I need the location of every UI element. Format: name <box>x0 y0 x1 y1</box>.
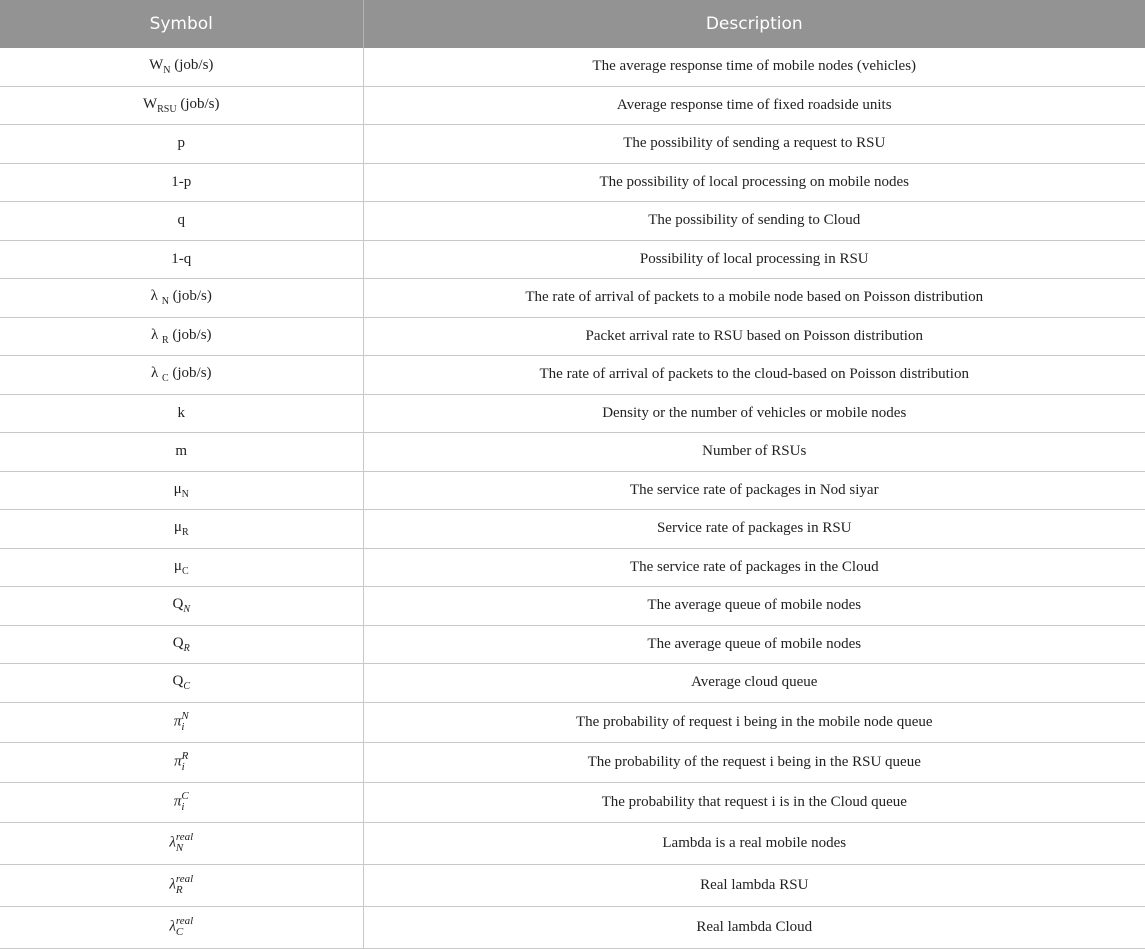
table-row <box>0 510 1145 549</box>
symbol-part: W <box>149 57 164 74</box>
symbol-part: k <box>177 404 185 421</box>
subscript: i <box>181 801 185 813</box>
symbol-part: N <box>183 604 190 616</box>
subscript: C <box>175 926 184 938</box>
symbol-part: C <box>161 373 169 385</box>
symbol-cell <box>0 202 363 241</box>
table-row <box>0 125 1145 164</box>
table-row <box>0 202 1145 241</box>
description-cell: The probability of the request i being in the RSU queue <box>363 742 1145 782</box>
sup-sub-stack <box>182 751 189 773</box>
symbol-cell <box>0 702 363 742</box>
sup-sub-stack <box>181 711 188 733</box>
table-row <box>0 471 1145 510</box>
header-symbol: Symbol <box>0 0 363 48</box>
description-cell: The rate of arrival of packets to a mobile node based on Poisson distribution <box>363 279 1145 318</box>
symbol-cell <box>0 510 363 549</box>
symbol-cell <box>0 279 363 318</box>
symbol-part: N <box>181 488 189 500</box>
symbol-part: (job/s) <box>176 95 220 112</box>
table-row <box>0 906 1145 948</box>
description-cell: The possibility of local processing on mobile nodes <box>363 163 1145 202</box>
table-row <box>0 240 1145 279</box>
description-cell: The possibility of sending a request to RSU <box>363 125 1145 164</box>
symbol-part: π <box>173 713 182 730</box>
subscript: i <box>181 761 185 773</box>
description-cell: The possibility of sending to Cloud <box>363 202 1145 241</box>
symbol-cell <box>0 394 363 433</box>
symbol-part: m <box>175 443 188 460</box>
symbol-cell <box>0 86 363 125</box>
sup-sub-stack <box>181 791 188 813</box>
symbol-part: N <box>161 296 169 308</box>
symbol-part: λ <box>169 918 176 935</box>
table-row <box>0 163 1145 202</box>
table-row <box>0 433 1145 472</box>
symbol-cell <box>0 742 363 782</box>
symbol-cell <box>0 782 363 822</box>
description-cell: Packet arrival rate to RSU based on Poisson distribution <box>363 317 1145 356</box>
description-cell: Average cloud queue <box>363 664 1145 703</box>
symbol-part: 1-p <box>171 173 192 190</box>
symbol-part: R <box>181 527 189 539</box>
description-cell: Real lambda RSU <box>363 864 1145 906</box>
symbol-cell <box>0 471 363 510</box>
symbol-part: (job/s) <box>168 288 212 305</box>
symbol-part: 1-q <box>171 250 192 267</box>
symbol-part: p <box>177 135 185 152</box>
symbol-cell <box>0 822 363 864</box>
symbol-part: μ <box>173 519 182 536</box>
table-row <box>0 48 1145 86</box>
symbol-part: R <box>161 334 169 346</box>
superscript: real <box>175 873 194 885</box>
header-description: Description <box>363 0 1145 48</box>
description-cell: Density or the number of vehicles or mobile nodes <box>363 394 1145 433</box>
description-cell: The average queue of mobile nodes <box>363 625 1145 664</box>
symbol-part: C <box>183 681 190 693</box>
symbol-cell <box>0 125 363 164</box>
symbol-part: μ <box>173 557 182 574</box>
superscript: R <box>181 750 189 762</box>
table-row <box>0 864 1145 906</box>
symbol-cell <box>0 356 363 395</box>
table-row <box>0 742 1145 782</box>
symbol-part: π <box>173 793 182 810</box>
symbol-part: W <box>142 95 158 112</box>
table-row <box>0 822 1145 864</box>
superscript: N <box>181 710 189 722</box>
sup-sub-stack <box>176 874 193 896</box>
description-cell: The average queue of mobile nodes <box>363 587 1145 626</box>
subscript: N <box>175 842 184 854</box>
superscript: real <box>175 831 194 843</box>
table-row <box>0 702 1145 742</box>
description-cell: The average response time of mobile nodes (vehicles) <box>363 48 1145 86</box>
symbol-part: Q <box>172 634 184 651</box>
symbol-cell <box>0 587 363 626</box>
table-row <box>0 356 1145 395</box>
subscript: i <box>181 721 185 733</box>
symbol-part: λ <box>169 876 176 893</box>
symbol-cell <box>0 240 363 279</box>
symbol-part: R <box>183 642 190 654</box>
symbol-part: λ <box>150 365 162 382</box>
symbol-part: (job/s) <box>168 365 212 382</box>
table-row <box>0 782 1145 822</box>
symbol-part: λ <box>150 326 162 343</box>
description-cell: Average response time of fixed roadside units <box>363 86 1145 125</box>
description-cell: Possibility of local processing in RSU <box>363 240 1145 279</box>
symbol-cell <box>0 163 363 202</box>
description-cell: The rate of arrival of packets to the cloud-based on Poisson distribution <box>363 356 1145 395</box>
description-cell: The service rate of packages in the Cloud <box>363 548 1145 587</box>
table-row <box>0 664 1145 703</box>
symbol-part: λ <box>150 288 162 305</box>
symbol-cell <box>0 864 363 906</box>
sup-sub-stack <box>176 832 193 854</box>
symbol-part: Q <box>172 673 184 690</box>
symbol-cell <box>0 433 363 472</box>
superscript: real <box>175 915 194 927</box>
symbol-part: Q <box>172 596 184 613</box>
table-row <box>0 625 1145 664</box>
description-cell: Lambda is a real mobile nodes <box>363 822 1145 864</box>
symbol-part: μ <box>173 480 182 497</box>
header-row <box>0 0 1145 48</box>
table-row <box>0 548 1145 587</box>
symbol-part: q <box>177 212 185 229</box>
symbol-part: RSU <box>157 103 177 115</box>
description-cell: Real lambda Cloud <box>363 906 1145 948</box>
table-row <box>0 317 1145 356</box>
description-cell: The probability that request i is in the Cloud queue <box>363 782 1145 822</box>
description-cell: The probability of request i being in the mobile node queue <box>363 702 1145 742</box>
sup-sub-stack <box>176 916 193 938</box>
symbol-cell <box>0 625 363 664</box>
symbol-part: C <box>181 565 189 577</box>
table-row <box>0 279 1145 318</box>
table-row <box>0 86 1145 125</box>
symbol-cell <box>0 548 363 587</box>
subscript: R <box>175 884 183 896</box>
symbol-cell <box>0 664 363 703</box>
symbol-cell <box>0 48 363 86</box>
table-row <box>0 587 1145 626</box>
description-cell: Service rate of packages in RSU <box>363 510 1145 549</box>
description-cell: Number of RSUs <box>363 433 1145 472</box>
symbol-cell <box>0 317 363 356</box>
table-row <box>0 394 1145 433</box>
superscript: C <box>181 790 189 802</box>
symbol-part: π <box>174 753 182 770</box>
symbol-part: (job/s) <box>168 326 212 343</box>
symbol-part: λ <box>169 834 176 851</box>
symbol-part: N <box>163 65 171 77</box>
symbol-part: (job/s) <box>170 57 214 74</box>
symbol-cell <box>0 906 363 948</box>
description-cell: The service rate of packages in Nod siyar <box>363 471 1145 510</box>
